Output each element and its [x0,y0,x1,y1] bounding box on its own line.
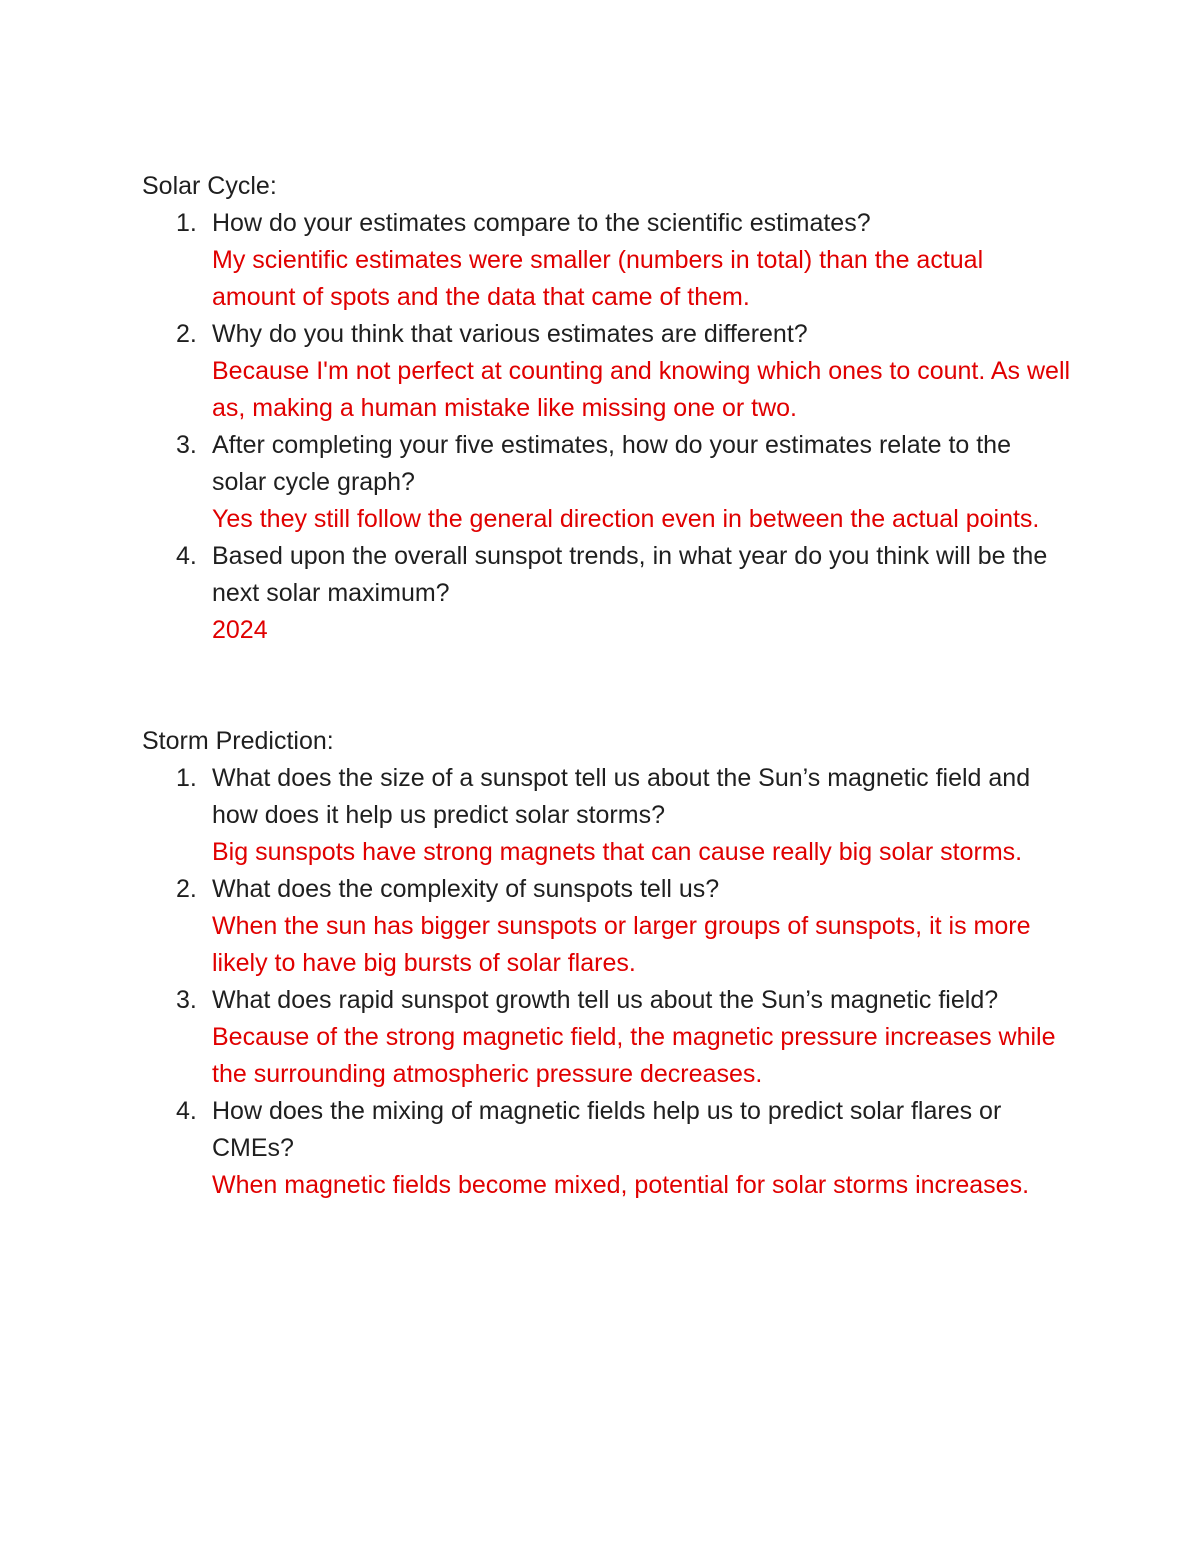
item-number: 1. [176,209,197,237]
answer-text: When the sun has bigger sunspots or larger groups of sunspots, it is more likely to have big bursts of solar flares. [212,912,1031,977]
item-number: 4. [176,1097,197,1125]
list-item [142,316,1072,427]
question-text: What does the complexity of sunspots tell us? [212,875,720,903]
list-item [142,205,1072,316]
item-number: 4. [176,542,197,570]
question-list [142,760,1072,1204]
answer-text: Because I'm not perfect at counting and knowing which ones to count. As well as, making a human mistake like missing one or two. [212,357,1071,422]
question-text: What does rapid sunspot growth tell us about the Sun’s magnetic field? [212,986,999,1014]
section-storm-prediction [142,723,1072,1204]
item-number: 3. [176,986,197,1014]
section-heading: Solar Cycle: [142,172,277,200]
item-number: 2. [176,320,197,348]
answer-text: Yes they still follow the general direction even in between the actual points. [212,505,1040,533]
answer-text: My scientific estimates were smaller (numbers in total) than the actual amount of spots and the data that came of them. [212,246,984,311]
answer-text: 2024 [212,616,268,644]
list-item [142,1093,1072,1204]
question-list [142,205,1072,649]
answer-text: Big sunspots have strong magnets that can cause really big solar storms. [212,838,1023,866]
item-number: 2. [176,875,197,903]
list-item [142,427,1072,538]
question-text: How do your estimates compare to the scientific estimates? [212,209,871,237]
question-text: Why do you think that various estimates are different? [212,320,808,348]
item-number: 1. [176,764,197,792]
list-item [142,760,1072,871]
list-item [142,871,1072,982]
answer-text: When magnetic fields become mixed, potential for solar storms increases. [212,1171,1030,1199]
question-text: After completing your five estimates, how do your estimates relate to the solar cycle graph? [212,431,1011,496]
section-solar-cycle [142,168,1072,649]
document-content [142,168,1072,1204]
question-text: How does the mixing of magnetic fields help us to predict solar flares or CMEs? [212,1097,1002,1162]
section-spacer [142,649,1072,723]
list-item [142,538,1072,649]
section-heading: Storm Prediction: [142,727,334,755]
question-text: Based upon the overall sunspot trends, in what year do you think will be the next solar maximum? [212,542,1048,607]
item-number: 3. [176,431,197,459]
question-text: What does the size of a sunspot tell us about the Sun’s magnetic field and how does it help us predict solar storms? [212,764,1031,829]
list-item [142,982,1072,1093]
answer-text: Because of the strong magnetic field, the magnetic pressure increases while the surrounding atmospheric pressure decreases. [212,1023,1056,1088]
